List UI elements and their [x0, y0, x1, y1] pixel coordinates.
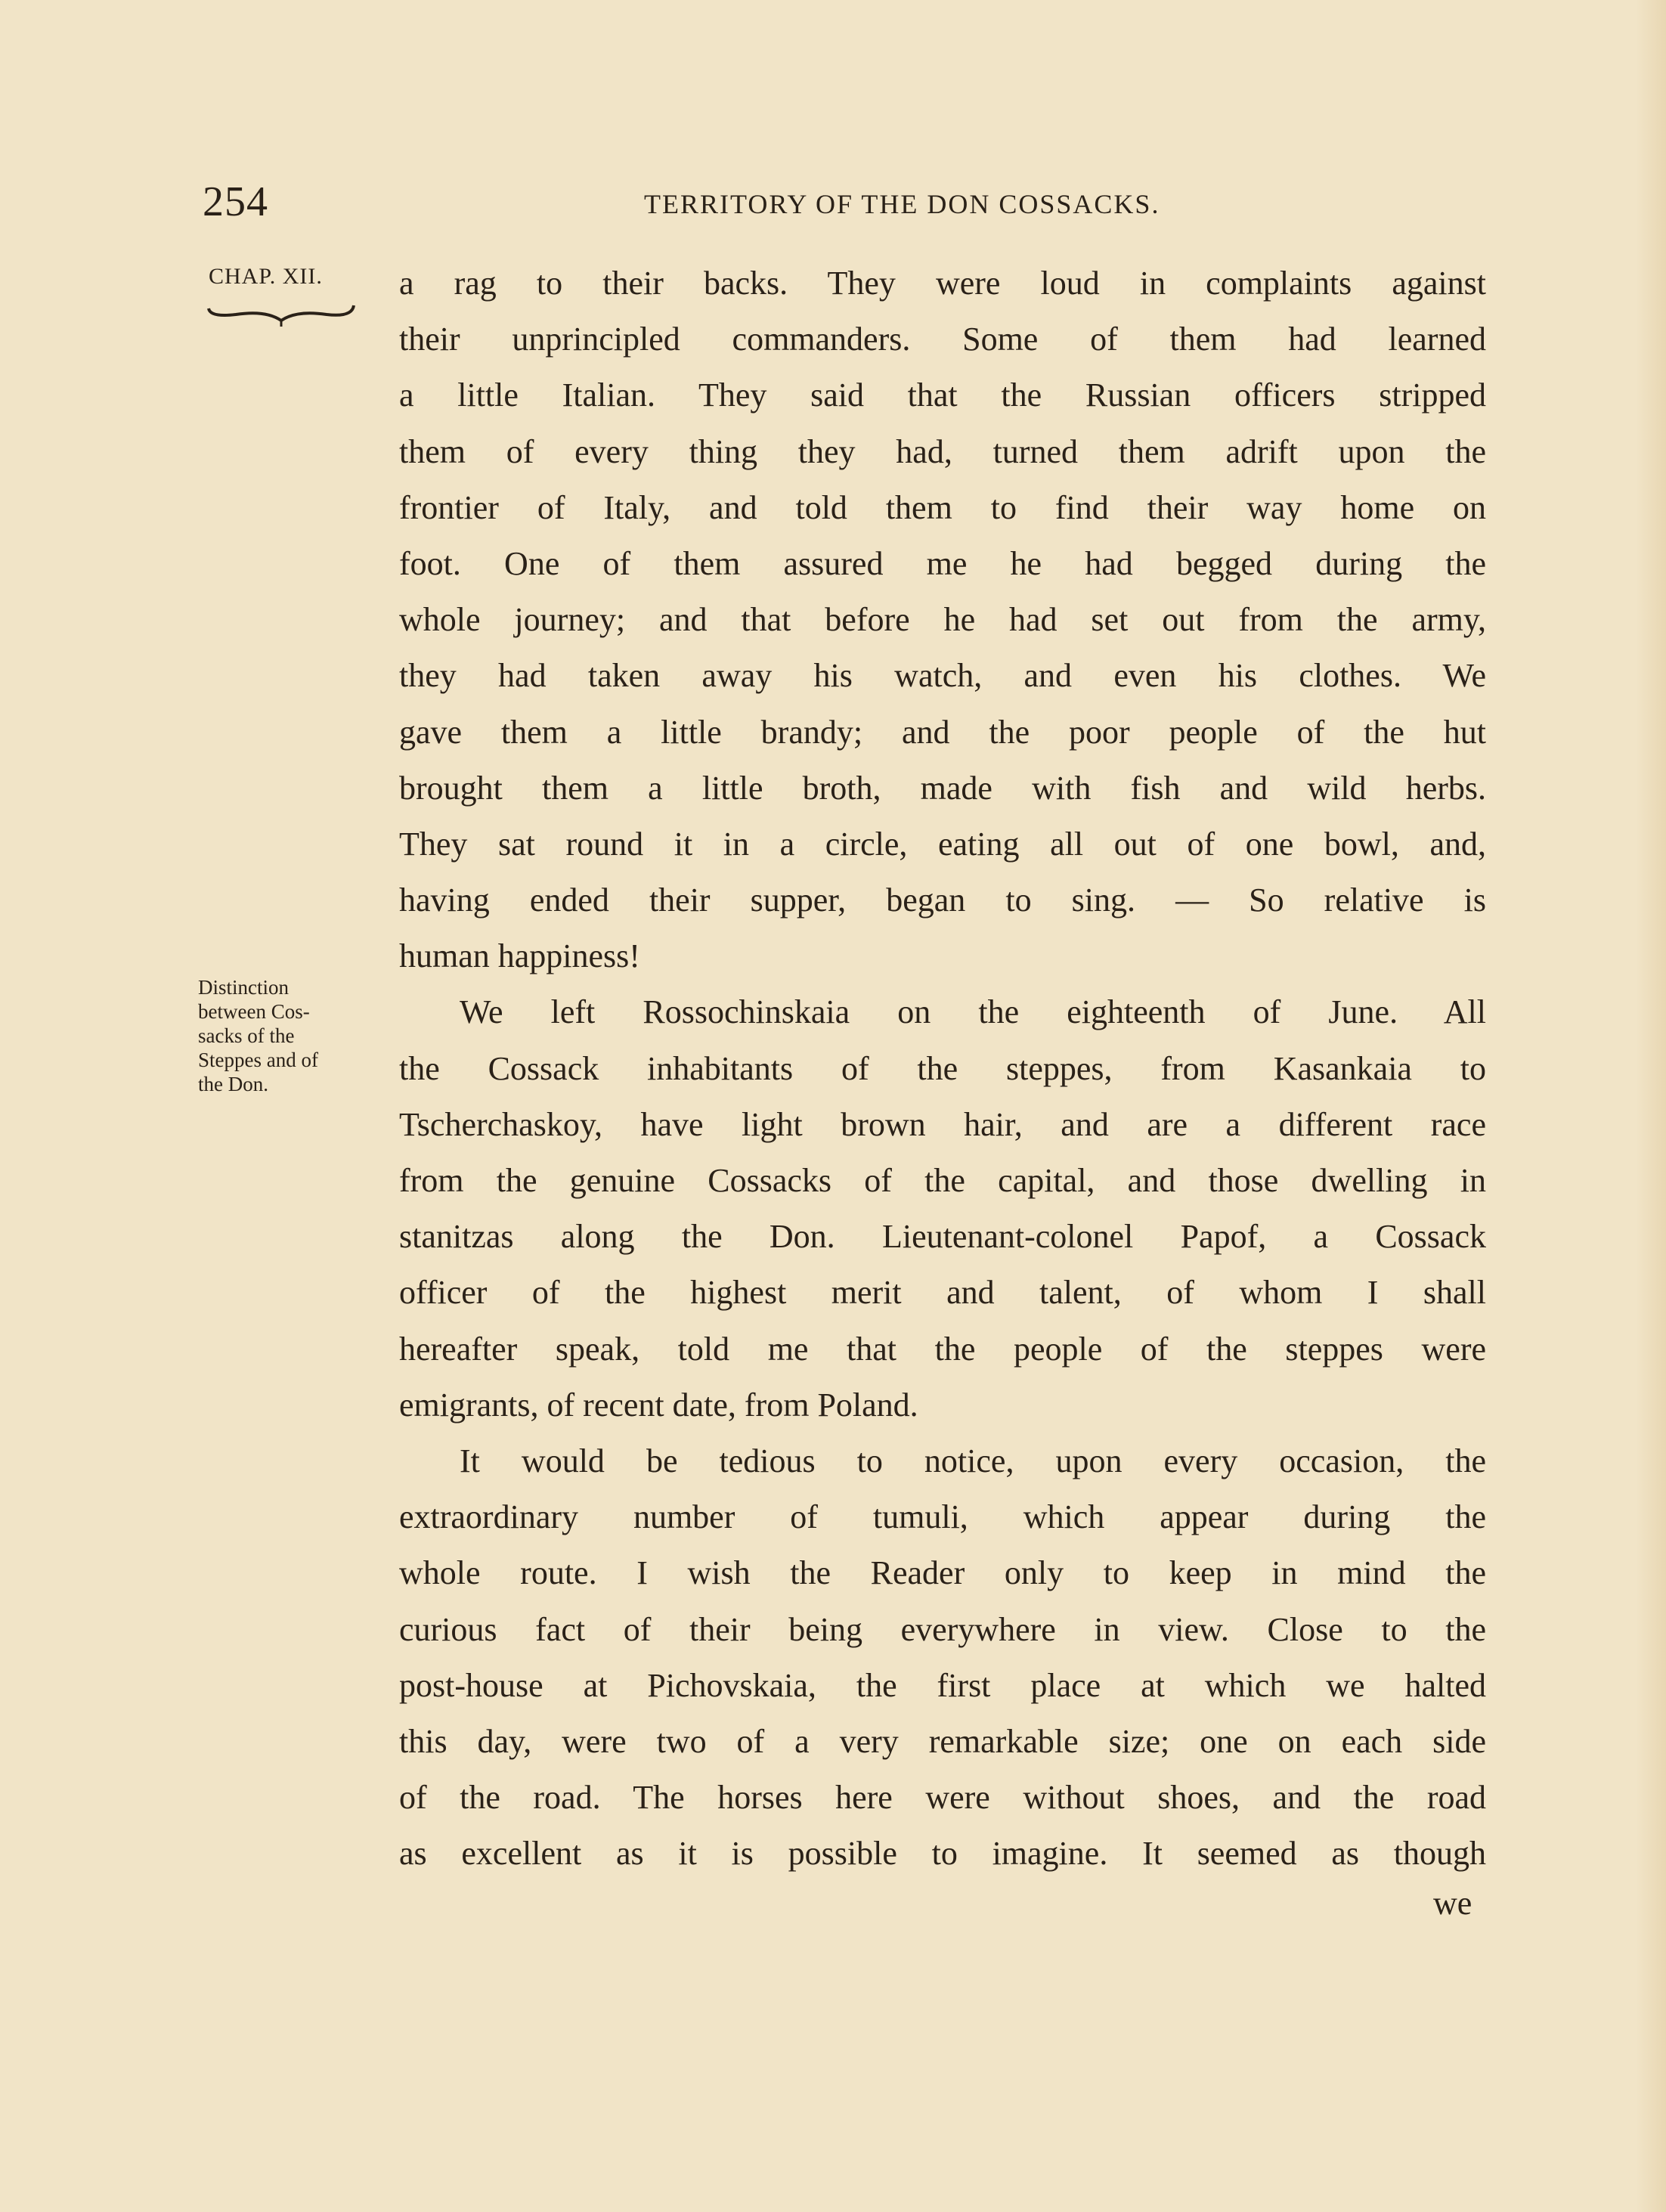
text-line: It would be tedious to notice, upon every occasion, the: [460, 1442, 1486, 1479]
text-line: stanitzas along the Don. Lieutenant-colonel Papof, a Cossack: [399, 1218, 1486, 1256]
text-line: gave them a little brandy; and the poor people of the hut: [399, 713, 1486, 751]
running-head: TERRITORY OF THE DON COSSACKS.: [644, 189, 1160, 219]
text-line: them of every thing they had, turned them adrift upon the: [399, 432, 1486, 470]
chapter-label: CHAP. XII.: [209, 264, 323, 289]
text-line: a rag to their backs. They were loud in complaints against: [399, 265, 1486, 302]
text-line: foot. One of them assured me he had begged during the: [399, 544, 1486, 582]
text-line: Tscherchaskoy, have light brown hair, and are a different race: [399, 1105, 1486, 1143]
text-line: emigrants, of recent date, from Poland.: [399, 1386, 918, 1424]
page-edge-shadow: [1636, 0, 1666, 2212]
text-line: frontier of Italy, and told them to find their way home on: [399, 488, 1486, 526]
page-header: [203, 175, 1489, 228]
catchword: we: [1433, 1885, 1472, 1922]
text-line: whole journey; and that before he had set out from the army,: [399, 601, 1486, 639]
margin-note-line: the Don.: [198, 1073, 268, 1095]
text-line: of the road. The horses here were without shoes, and the road: [399, 1779, 1486, 1817]
body-text: [399, 256, 1486, 1882]
text-line: whole route. I wish the Reader only to keep in mind the: [399, 1554, 1486, 1592]
text-line: their unprincipled commanders. Some of them had learned: [399, 321, 1486, 358]
text-line: as excellent as it is possible to imagine. It seemed as though: [399, 1835, 1486, 1873]
text-line: They sat round it in a circle, eating all out of one bowl, and,: [399, 825, 1486, 863]
margin-note-line: Distinction: [198, 976, 289, 999]
page-number: 254: [203, 178, 268, 225]
text-line: brought them a little broth, made with fish and wild herbs.: [399, 769, 1486, 807]
margin-note-line: Steppes and of: [198, 1049, 318, 1071]
brace-ornament: [206, 299, 357, 330]
text-line: post-house at Pichovskaia, the first place at which we halted: [399, 1666, 1486, 1704]
text-line: human happiness!: [399, 937, 640, 975]
text-line: having ended their supper, began to sing. — So relative is: [399, 881, 1486, 919]
text-line: officer of the highest merit and talent, of whom I shall: [399, 1274, 1486, 1312]
text-line: the Cossack inhabitants of the steppes, from Kasankaia to: [399, 1049, 1486, 1087]
text-line: a little Italian. They said that the Russian officers stripped: [399, 376, 1486, 414]
text-line: extraordinary number of tumuli, which appear during the: [399, 1498, 1486, 1536]
margin-note-line: sacks of the: [198, 1024, 295, 1047]
text-line: this day, were two of a very remarkable size; one on each side: [399, 1722, 1486, 1760]
text-line: curious fact of their being everywhere in view. Close to the: [399, 1610, 1486, 1648]
text-line: they had taken away his watch, and even his clothes. We: [399, 657, 1486, 695]
text-line: We left Rossochinskaia on the eighteenth of June. All: [460, 993, 1486, 1031]
margin-note: [198, 975, 372, 1096]
margin-note-line: between Cos-: [198, 1000, 310, 1023]
text-line: from the genuine Cossacks of the capital, and those dwelling in: [399, 1162, 1486, 1199]
text-line: hereafter speak, told me that the people of the steppes were: [399, 1330, 1486, 1368]
